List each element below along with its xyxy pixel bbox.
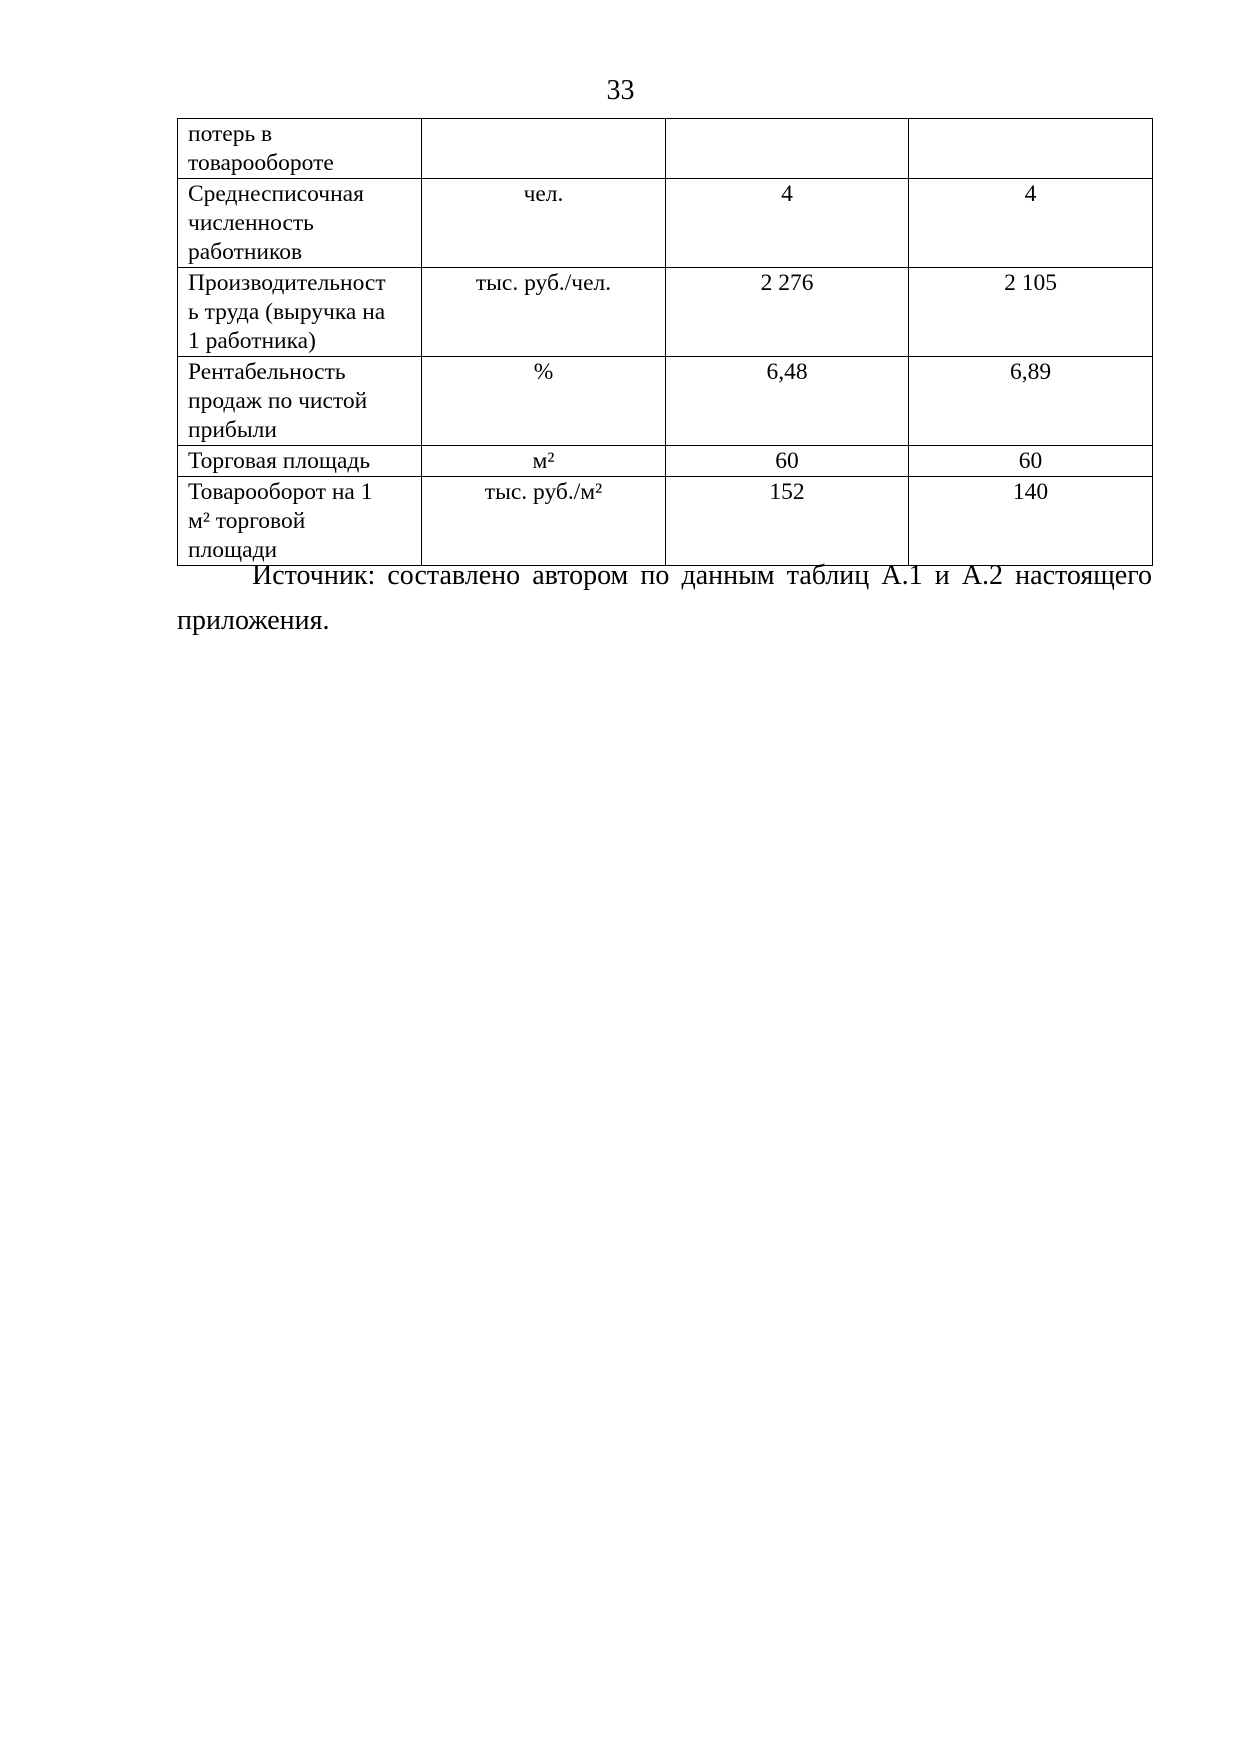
value-cell-year-2 <box>909 119 1153 179</box>
value-cell-year-2: 6,89 <box>909 357 1153 446</box>
table-row <box>178 446 1153 477</box>
unit-cell: % <box>422 357 666 446</box>
unit-cell: м² <box>422 446 666 477</box>
indicator-name-cell: Товарооборот на 1 м² торговой площади <box>178 477 422 566</box>
table-row <box>178 119 1153 179</box>
value-cell-year-1 <box>666 119 909 179</box>
value-cell-year-2: 140 <box>909 477 1153 566</box>
value-cell-year-2: 60 <box>909 446 1153 477</box>
indicator-name-cell: потерь в товарообороте <box>178 119 422 179</box>
table-row <box>178 357 1153 446</box>
indicator-name-cell: Торговая площадь <box>178 446 422 477</box>
value-cell-year-1: 152 <box>666 477 909 566</box>
unit-cell: чел. <box>422 179 666 268</box>
indicator-name-cell: Производительност ь труда (выручка на 1 работника) <box>178 268 422 357</box>
value-cell-year-2: 4 <box>909 179 1153 268</box>
value-cell-year-1: 6,48 <box>666 357 909 446</box>
value-cell-year-1: 60 <box>666 446 909 477</box>
unit-cell: тыс. руб./м² <box>422 477 666 566</box>
value-cell-year-1: 2 276 <box>666 268 909 357</box>
indicators-table <box>177 118 1153 566</box>
unit-cell <box>422 119 666 179</box>
source-note: Источник: составлено автором по данным таблиц А.1 и А.2 настоящего приложения. <box>177 560 1152 636</box>
page-number: 33 <box>606 75 635 106</box>
value-cell-year-1: 4 <box>666 179 909 268</box>
unit-cell: тыс. руб./чел. <box>422 268 666 357</box>
indicator-name-cell: Среднесписочная численность работников <box>178 179 422 268</box>
value-cell-year-2: 2 105 <box>909 268 1153 357</box>
indicator-name-cell: Рентабельность продаж по чистой прибыли <box>178 357 422 446</box>
table-row <box>178 179 1153 268</box>
table-row <box>178 268 1153 357</box>
